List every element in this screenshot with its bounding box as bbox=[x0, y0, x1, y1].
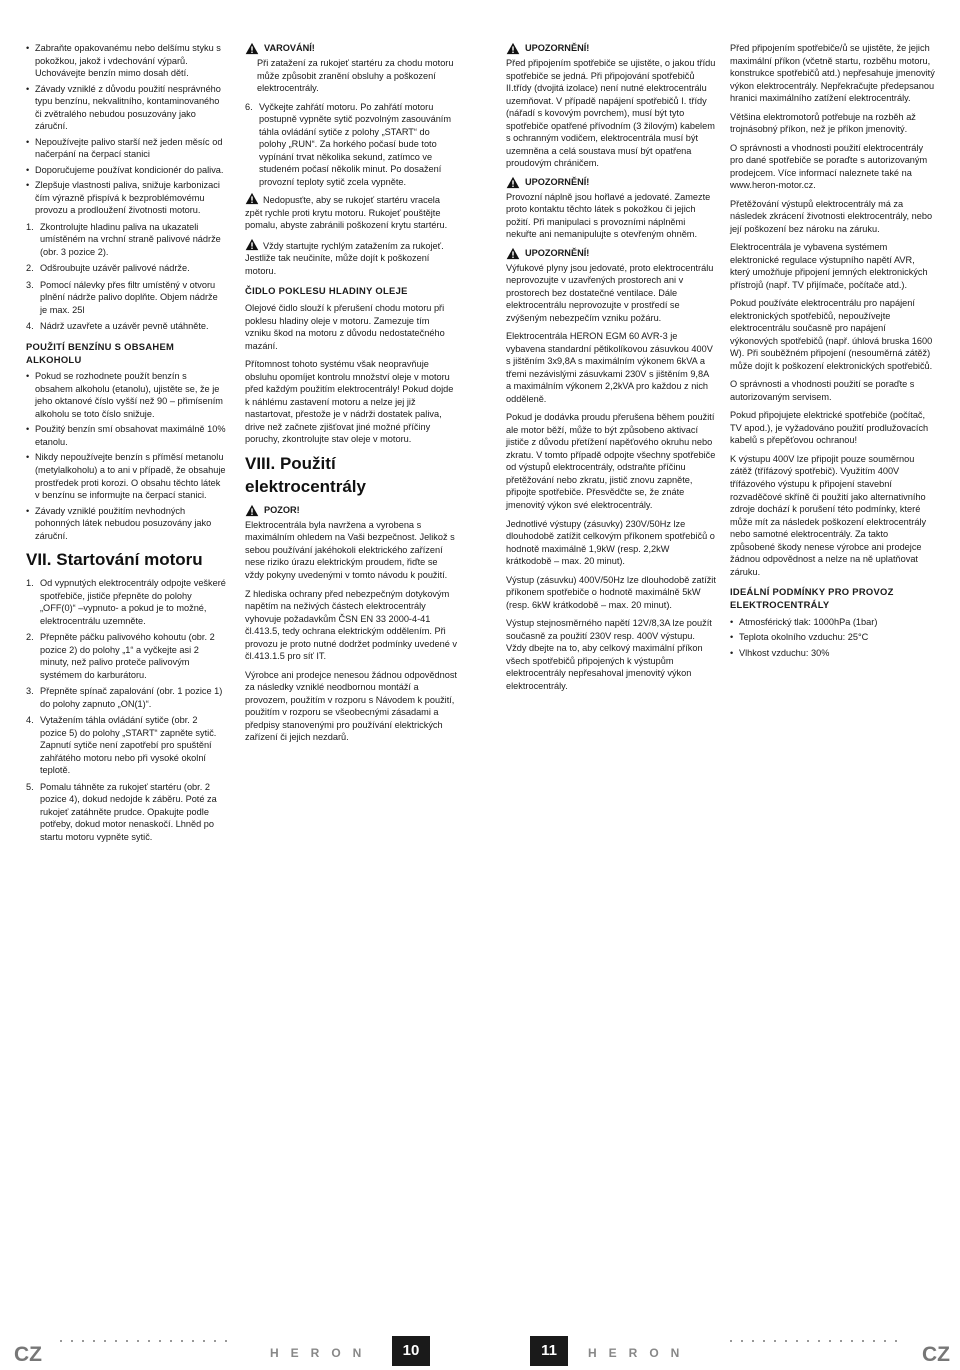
list-item: • Teplota okolního vzduchu: 25°C bbox=[730, 631, 935, 644]
caution-text: Elektrocentrála byla navržena a vyrobena s maximálním ohledem na Vaši bezpečnost. Jelikož s sebou používání jakéhokoli elektrického zařízení nese riziko úrazu elektrickým proudem, řiďte se vždy pokyny uvedenými v tomto návodu k použití. bbox=[245, 519, 455, 580]
paragraph: K výstupu 400V lze připojit pouze souměrnou zátěž (třífázový spotřebič). Využitím 400V třífázového výstupu k připojení stavební rozvaděčové skříně či použití jako alternativního zdroje dochází k porušení této podmínky, které může mít za následek poškození elektrocentrály nebo samotné elektrocentrály. Za takto způsobené škody nenese výrobce ani prodejce žádnou odpovědnost a nelze na ně uplatňovat záruku. bbox=[730, 453, 927, 577]
list-item: 1. Zkontrolujte hladinu paliva na ukazateli umístěném na vrchní straně palivové nádrže (obr. 3 pozice 2). bbox=[26, 221, 221, 257]
language-code-left: CZ bbox=[14, 1343, 42, 1366]
list-item: 5. Pomalu táhněte za rukojeť startéru (obr. 2 pozice 4), dokud nedojde k záběru. Poté za rukojeť zatáhněte prudce. Opakujte podle potřeby, dokud motor nenaskočí. Lhněd po startu motoru vypněte sytič. bbox=[26, 781, 217, 842]
section-title: VII. Startování motoru bbox=[26, 550, 203, 570]
alcohol-bullets bbox=[26, 370, 226, 542]
list-item: 3. Pomocí nálevky přes filtr umístěný v otvoru plnění nádrže palivo doplňte. Objem nádrže je max. 25l bbox=[26, 279, 218, 315]
page-number-right: 11 bbox=[530, 1336, 568, 1366]
dotted-rule bbox=[730, 1340, 900, 1342]
ideal-conditions-list bbox=[730, 616, 935, 660]
language-code-right: CZ bbox=[922, 1343, 950, 1366]
caution-heading: POZOR! bbox=[245, 504, 457, 517]
list-item: • Závady vzniklé z důvodu použití nesprávného typu benzínu, nekvalitního, kontaminovaného či zvětralého nebudou posuzovány jako záruční. bbox=[26, 83, 226, 133]
fuel-bullets bbox=[26, 42, 226, 217]
warmup-step bbox=[245, 101, 457, 189]
ideal-conditions-heading: IDEÁLNÍ PODMÍNKY PRO PROVOZ ELEKTROCENTRÁLY bbox=[730, 586, 894, 610]
brand-logo-left: HERON bbox=[270, 1346, 374, 1360]
notice-heading: UPOZORNĚNÍ! bbox=[506, 176, 716, 189]
list-item: • Vlhkost vzduchu: 30% bbox=[730, 647, 935, 660]
paragraph: Pokud je dodávka proudu přerušena během použití ale motor běží, může to být způsobeno aktivací jističe z důvodu přetížení napěťového okruhu nebo zkratu. V tomto případě odpojte všechny spotřebiče od výstupů elektrocentrály, odstraňte příčinu přetěžování nebo zkratu, jistič znovu zapněte, připojte spotřebiče. Přesvědčte se, že znáte jmenovitý výkon své elektrocentrály. bbox=[506, 412, 716, 510]
paragraph: Přetěžování výstupů elektrocentrály má za následek zkrácení životnosti elektrocentrály, nebo její poškození bez nároku na záruku. bbox=[730, 198, 933, 234]
list-item: • Zlepšuje vlastnosti paliva, snižuje karbonizaci čím výrazně přispívá k bezproblémovému provozu a prodloužení životnosti motoru. bbox=[26, 179, 226, 217]
paragraph: Pokud připojujete elektrické spotřebiče (počítač, TV apod.), je vyžadováno použití prodlužovacích kabelů s přepěťovou ochranou! bbox=[730, 410, 929, 446]
paragraph: Jednotlivé výstupy (zásuvky) 230V/50Hz lze dlouhodobě zatížit celkovým příkonem spotřebičů o hodnotě maximálně 1,9kW (resp. 2,2kW krátkodobě – max. 20 minut). bbox=[506, 518, 715, 567]
oil-text: Olejové čidlo slouží k přerušení chodu motoru při poklesu hladiny oleje v motoru. Zamezuje tím vzniku škod na motoru z důvodu nedostatečného mazání. bbox=[245, 303, 445, 351]
list-item: 2. Přepněte páčku palivového kohoutu (obr. 2 pozice 2) do polohy „1“ a vyčkejte asi 2 minuty, než palivo proteče palivovým systémem do karburátoru. bbox=[26, 632, 215, 680]
warning-heading: VAROVÁNÍ! bbox=[245, 42, 457, 55]
fuel-steps bbox=[26, 221, 226, 333]
paragraph: Elektrocentrála HERON EGM 60 AVR-3 je vybavena standardní pětikolíkovou zásuvkou 400V s jištěním 3x9,8A s maximálním výkonem 6kVA a třemi nezávislými zásuvkami 230V s jištěním 9,8A a maximálním výkonem 2,2kVA pro každou z nich odděleně. bbox=[506, 331, 713, 404]
protection-text: Z hlediska ochrany před nebezpečným dotykovým napětím na neživých částech elektrocentrály vyhovuje požadavkům ČSN EN 33 2000-4-41 čl.413.5, tedy ochrana elektrickým oddělením. Při provozu je proto nutné dodržet podmínky uvedené v čl.413.1.5 pro síť IT. bbox=[245, 588, 457, 662]
oil-text-2: Přítomnost tohoto systému však neopravňuje obsluhu opomíjet kontrolu množství oleje v motoru před každým použitím elektrocentrály! Pokud dojde k náhlému zastavení motoru a nelze jej již nastartovat, přestože je v nádrži dostatek paliva, drive než začnete zjišťovat jiné možné příčiny poruchy, zkontrolujte stav oleje v motoru. bbox=[245, 359, 454, 445]
page-number-left: 10 bbox=[392, 1336, 430, 1366]
list-item: 2. Odšroubujte uzávěr palivové nádrže. bbox=[26, 263, 190, 274]
paragraph: O správnosti a vhodnosti použití elektrocentrály pro dané spotřebiče se poraďte s autorizovaným prodejcem. Více informací naleznete také na www.heron-motor.cz. bbox=[730, 142, 928, 191]
start-steps bbox=[26, 577, 226, 843]
paragraph: O správnosti a vhodnosti použití se poraďte s autorizovaným servisem. bbox=[730, 379, 915, 402]
list-item: • Atmosférický tlak: 1000hPa (1bar) bbox=[730, 616, 935, 629]
paragraph: Výstup stejnosměrného napětí 12V/8,3A lze použít současně za použití 230V resp. 400V výstupu. Vždy dbejte na to, aby celkový maximální příkon všech spotřebičů připojených k výstupům elektrocentrály nepřesahoval jmenovitý výkon elektrocentrály. bbox=[506, 618, 712, 691]
list-item: 6. Vyčkejte zahřátí motoru. Po zahřátí motoru postupně vypněte sytič pozvolným zasouváním táhla ovládání sytiče z polohy „START“ do polohy „RUN“. Za horkého počasí bude toto vypínání trvat několika sekund, zatímco ve studeném počasí několik minut. Po dosažení provozní teploty sytič zcela vypněte. bbox=[245, 101, 452, 187]
warning-icon bbox=[245, 238, 259, 251]
paragraph: Výstup (zásuvku) 400V/50Hz lze dlouhodobě zatížit příkonem spotřebiče o hodnotě maximálně 5kW (resp. 6kW krátkodobě – max. 20 minut). bbox=[506, 574, 716, 610]
list-item: 3. Přepněte spínač zapalování (obr. 1 pozice 1) do polohy zapnuto „ON(1)“. bbox=[26, 686, 223, 709]
notice-heading: UPOZORNĚNÍ! bbox=[506, 42, 716, 55]
notice-heading: UPOZORNĚNÍ! bbox=[506, 247, 716, 260]
note-starter-return: Nedopusťte, aby se rukojeť startéru vracela zpět rychle proti krytu motoru. Rukojeť pouštějte pomalu, abyste zabránili poškození krytu startéru. bbox=[245, 192, 457, 232]
notice-text: Výfukové plyny jsou jedovaté, proto elektrocentrálu neprovozujte v uzavřených prostorech ani v prostorech bez dostatečné ventilace. Dále elektrocentrálu neprovozujte v prostředí se zvýšeným nebezpečím vzniku požáru. bbox=[506, 262, 714, 323]
paragraph: Před připojením spotřebiče/ů se ujistěte, že jejich maximální příkon (včetně startu, rozběhu motoru, konstrukce spotřebičů atd.) nepřesahuje jmenovitý výkon elektrocentrály. Nepřekračujte předepsanou hranici maximálního zatížení elektrocentrály. bbox=[730, 43, 935, 104]
list-item: 4. Nádrž uzavřete a uzávěr pevně utáhněte. bbox=[26, 321, 209, 332]
warning-icon bbox=[245, 192, 259, 205]
paragraph: Většina elektromotorů potřebuje na rozběh až trojnásobný příkon, než je příkon jmenovitý. bbox=[730, 111, 916, 135]
brand-logo-right: HERON bbox=[588, 1346, 692, 1360]
warning-icon bbox=[506, 42, 520, 55]
oil-heading: ČIDLO POKLESU HLADINY OLEJE bbox=[245, 285, 408, 297]
warning-text: Při zatažení za rukojeť startéru za chodu motoru může způsobit zranění obsluhy a poškození elektrocentrály. bbox=[257, 58, 454, 94]
column-4 bbox=[730, 42, 935, 663]
list-item: • Nikdy nepoužívejte benzín s příměsí metanolu (metylalkoholu) a to ani v případě, že obsahuje prostředek proti korozi. O obsahu těchto látek v benzínu se informujte na čerpací stanici. bbox=[26, 451, 226, 501]
list-item: • Nepoužívejte palivo starší než jeden měsíc od načerpání na čerpací stanici bbox=[26, 136, 226, 161]
warning-icon bbox=[506, 176, 520, 189]
list-item: • Zabraňte opakovanému nebo delšímu styku s pokožkou, jakož i vdechování výparů. Uchovávejte benzín mimo dosah dětí. bbox=[26, 42, 226, 80]
notice-text: Provozní náplně jsou hořlavé a jedovaté. Zamezte proto kontaktu těchto látek s pokožkou či jejich požití. Při manipulaci s provozními náplněmi nekuřte ani nemanipulujte s otevřeným ohněm. bbox=[506, 191, 711, 240]
dotted-rule bbox=[60, 1340, 230, 1342]
list-item: • Použitý benzín smí obsahovat maximálně 10% etanolu. bbox=[26, 423, 226, 448]
section-title: VIII. Použití elektrocentrály bbox=[245, 453, 366, 496]
warning-icon bbox=[506, 247, 520, 260]
column-1 bbox=[26, 42, 226, 848]
notice-text: Před připojením spotřebiče se ujistěte, o jakou třídu spotřebiče se jedná. Při připojování spotřebičů II.třídy (dvojitá izolace) není nutné elektrocentrálu uzemňovat. V případě napájení spotřebičů I. třídy (nářadí s kovovým povrchem), musí být tyto spotřebiče opatřené přívodním (3 žilovým) kabelem s ochranným vodičem, elektrocentrála musí být uzemněna a celá soustava musí být opatřena proudovým chráničem. bbox=[506, 58, 716, 169]
liability-text: Výrobce ani prodejce nenesou žádnou odpovědnost za následky vzniklé neodbornou montáží a provozem, použitím v rozporu s Návodem k použití, použitím v rozporu se všeobecnými zásadami a předpisy stanovenými pro používání elektrických zařízení či jejich nezdarů. bbox=[245, 669, 457, 743]
list-item: 4. Vytažením táhla ovládání sytiče (obr. 2 pozice 5) do polohy „START“ zapněte sytič. Zapnutí sytiče není zapotřebí pro spuštění zahřátého motoru nebo při vysoké okolní teplotě. bbox=[26, 715, 217, 776]
column-3 bbox=[506, 42, 716, 698]
note-starter-pull: Vždy startujte rychlým zatažením za rukojeť. Jestliže tak neučiníte, může dojít k poškození motoru. bbox=[245, 238, 457, 278]
column-2 bbox=[245, 42, 457, 750]
alcohol-heading: POUŽITÍ BENZÍNU S OBSAHEM ALKOHOLU bbox=[26, 340, 175, 365]
list-item: • Doporučujeme používat kondicionér do paliva. bbox=[26, 164, 226, 177]
paragraph: Elektrocentrála je vybavena systémem elektronické regulace výstupního napětí AVR, který umožňuje připojení jemných elektronických přístrojů (např. TV přijímače, počítače atd.). bbox=[730, 242, 928, 290]
paragraph: Pokud používáte elektrocentrálu pro napájení elektronických spotřebičů, nepoužívejte elektrocentrálu současně pro napájení výkonových spotřebičů (např. úhlová bruska 1600 W). Při souběžném připojení (nesouměrná zátěž) může dojít k poškození elektronických spotřebičů. bbox=[730, 298, 933, 371]
list-item: • Pokud se rozhodnete použít benzín s obsahem alkoholu (etanolu), ujistěte se, že je jeho oktanové číslo vyšší než 90 – přimísením alkoholu se toto číslo snižuje. bbox=[26, 370, 226, 420]
list-item: • Závady vzniklé použitím nevhodných pohonných látek nebudou posuzovány jako záruční. bbox=[26, 505, 226, 543]
warning-icon bbox=[245, 42, 259, 55]
list-item: 1. Od vypnutých elektrocentrály odpojte veškeré spotřebiče, jističe přepněte do polohy „OFF(0)“ –vypnuto- a pokud je to možné, elektrocentrálu uzemněte. bbox=[26, 578, 226, 626]
warning-icon bbox=[245, 504, 259, 517]
